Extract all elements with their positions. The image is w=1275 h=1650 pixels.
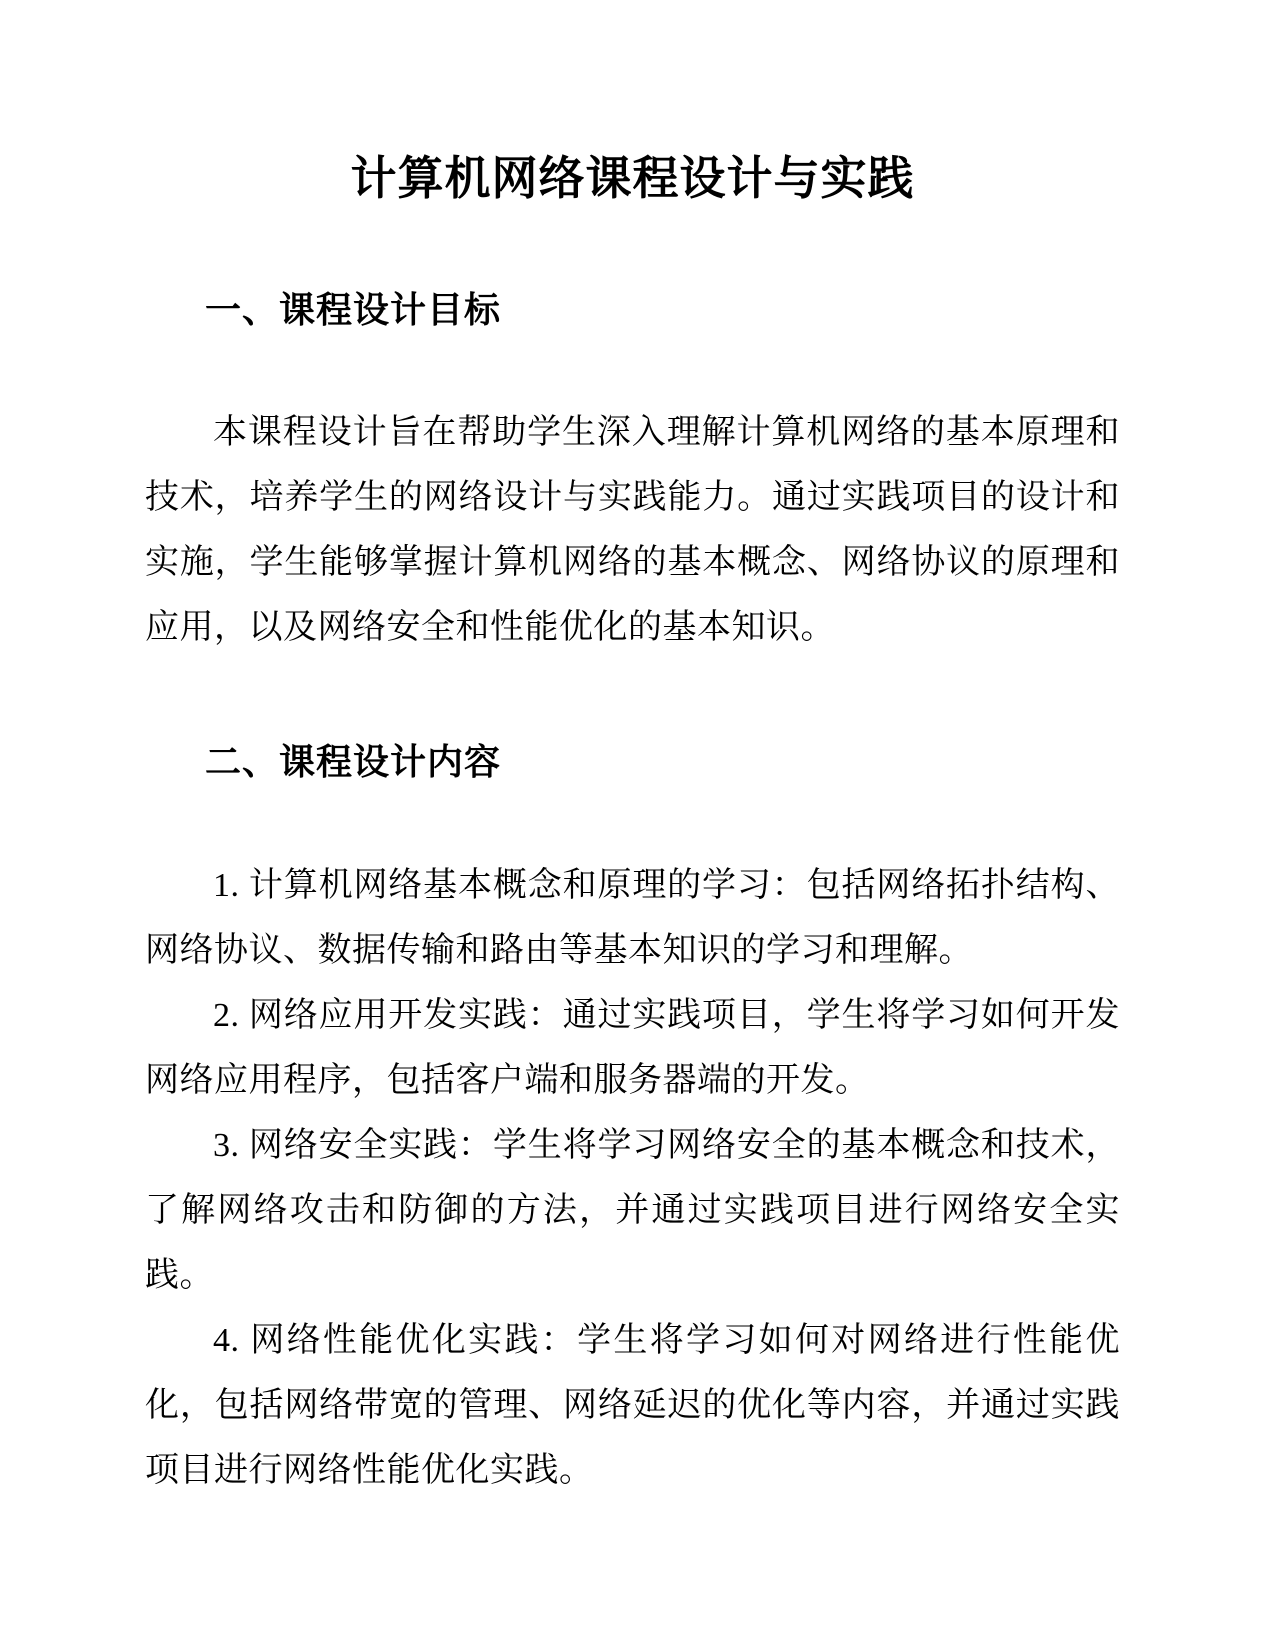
- goals-paragraph: 本课程设计旨在帮助学生深入理解计算机网络的基本原理和技术，培养学生的网络设计与实践能力。通过实践项目的设计和实施，学生能够掌握计算机网络的基本概念、网络协议的原理和应用，以及网络安全和性能优化的基本知识。: [145, 414, 1120, 647]
- content-item-4: 4. 网络性能优化实践：学生将学习如何对网络进行性能优化，包括网络带宽的管理、网络延迟的优化等内容，并通过实践项目进行网络性能优化实践。: [145, 1322, 1120, 1490]
- section-course-design-content: [145, 740, 1120, 1503]
- content-item-3: 3. 网络安全实践：学生将学习网络安全的基本概念和技术，了解网络攻击和防御的方法，并通过实践项目进行网络安全实践。: [145, 1127, 1120, 1295]
- content-item-2: 2. 网络应用开发实践：通过实践项目，学生将学习如何开发网络应用程序，包括客户端和服务器端的开发。: [145, 997, 1120, 1100]
- content-item-1: 1. 计算机网络基本概念和原理的学习：包括网络拓扑结构、网络协议、数据传输和路由等基本知识的学习和理解。: [145, 867, 1120, 970]
- section-heading-content: 二、课程设计内容: [205, 742, 502, 784]
- document-title: 计算机网络课程设计与实践: [350, 151, 915, 205]
- section-course-design-goals: [145, 288, 1120, 661]
- section-heading-goals: 一、课程设计目标: [205, 289, 502, 331]
